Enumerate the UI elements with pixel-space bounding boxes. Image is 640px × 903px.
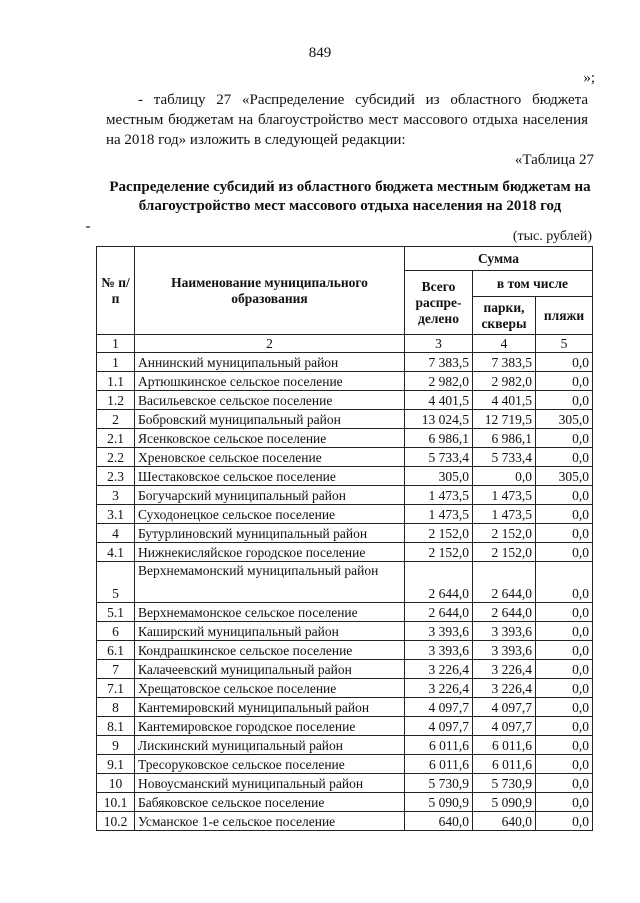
beaches-amount: 0,0 [536, 372, 593, 391]
table-row [97, 793, 593, 812]
parks-amount: 2 644,0 [473, 562, 536, 603]
total-distributed: 6 011,6 [405, 736, 473, 755]
beaches-amount: 0,0 [536, 698, 593, 717]
total-distributed: 5 730,9 [405, 774, 473, 793]
municipality-name: Аннинский муниципальный район [135, 353, 405, 372]
column-number: 4 [473, 335, 536, 353]
municipality-name: Ясенковское сельское поселение [135, 429, 405, 448]
beaches-amount: 0,0 [536, 622, 593, 641]
parks-amount: 2 644,0 [473, 603, 536, 622]
table-row [97, 660, 593, 679]
total-distributed: 2 982,0 [405, 372, 473, 391]
total-distributed: 1 473,5 [405, 486, 473, 505]
header-name: Наименование муниципального образования [135, 247, 405, 335]
beaches-amount: 0,0 [536, 679, 593, 698]
parks-amount: 4 097,7 [473, 698, 536, 717]
beaches-amount: 0,0 [536, 755, 593, 774]
beaches-amount: 0,0 [536, 486, 593, 505]
beaches-amount: 0,0 [536, 603, 593, 622]
municipality-name: Шестаковское сельское поселение [135, 467, 405, 486]
beaches-amount: 0,0 [536, 543, 593, 562]
parks-amount: 2 152,0 [473, 543, 536, 562]
beaches-amount: 0,0 [536, 353, 593, 372]
municipality-name: Бабяковское сельское поселение [135, 793, 405, 812]
header-sum: Сумма [405, 247, 593, 271]
table-row [97, 812, 593, 831]
column-number: 5 [536, 335, 593, 353]
total-distributed: 4 401,5 [405, 391, 473, 410]
parks-amount: 6 011,6 [473, 755, 536, 774]
municipality-name: Васильевское сельское поселение [135, 391, 405, 410]
intro-paragraph: - таблицу 27 «Распределение субсидий из областного бюджета местным бюджетам на благоустройство мест массового отдыха населения на 2018 год» изложить в следующей редакции: [106, 92, 588, 148]
header-total: Всего распре-делено [405, 271, 473, 335]
table-row [97, 372, 593, 391]
table-row [97, 698, 593, 717]
header-parks: парки, скверы [473, 297, 536, 335]
municipality-name: Верхнемамонский муниципальный район [135, 562, 405, 603]
table-title: Распределение субсидий из областного бюджета местным бюджетам на благоустройство мест массового отдыха населения на 2018 год [109, 179, 591, 214]
municipality-name: Хрещатовское сельское поселение [135, 679, 405, 698]
parks-amount: 3 393,6 [473, 641, 536, 660]
row-number: 1.2 [97, 391, 135, 410]
header-beaches: пляжи [536, 297, 593, 335]
parks-amount: 5 733,4 [473, 448, 536, 467]
table-row [97, 486, 593, 505]
total-distributed: 3 393,6 [405, 641, 473, 660]
parks-amount: 6 011,6 [473, 736, 536, 755]
total-distributed: 3 226,4 [405, 660, 473, 679]
parks-amount: 640,0 [473, 812, 536, 831]
units-label: (тыс. рублей) [512, 229, 592, 244]
table-row [97, 562, 593, 603]
row-number: 8.1 [97, 717, 135, 736]
parks-amount: 3 226,4 [473, 660, 536, 679]
beaches-amount: 0,0 [536, 391, 593, 410]
parks-amount: 3 393,6 [473, 622, 536, 641]
table-row [97, 622, 593, 641]
parks-amount: 6 986,1 [473, 429, 536, 448]
table-row [97, 543, 593, 562]
municipality-name: Лискинский муниципальный район [135, 736, 405, 755]
total-distributed: 2 152,0 [405, 524, 473, 543]
row-number: 2 [97, 410, 135, 429]
row-number: 2.3 [97, 467, 135, 486]
municipality-name: Тресоруковское сельское поселение [135, 755, 405, 774]
total-distributed: 13 024,5 [405, 410, 473, 429]
total-distributed: 7 383,5 [405, 353, 473, 372]
parks-amount: 7 383,5 [473, 353, 536, 372]
beaches-amount: 0,0 [536, 736, 593, 755]
table-row [97, 410, 593, 429]
subsidy-table [96, 246, 593, 831]
row-number: 2.1 [97, 429, 135, 448]
row-number: 10.1 [97, 793, 135, 812]
header-including: в том числе [473, 271, 593, 297]
row-number: 4.1 [97, 543, 135, 562]
row-number: 2.2 [97, 448, 135, 467]
total-distributed: 2 152,0 [405, 543, 473, 562]
municipality-name: Калачеевский муниципальный район [135, 660, 405, 679]
row-number: 6 [97, 622, 135, 641]
table-row [97, 717, 593, 736]
row-number: 5.1 [97, 603, 135, 622]
beaches-amount: 0,0 [536, 717, 593, 736]
municipality-name: Каширский муниципальный район [135, 622, 405, 641]
scan-artifact [86, 226, 90, 228]
beaches-amount: 0,0 [536, 812, 593, 831]
parks-amount: 3 226,4 [473, 679, 536, 698]
row-number: 7.1 [97, 679, 135, 698]
total-distributed: 305,0 [405, 467, 473, 486]
page-number: 849 [308, 45, 332, 61]
row-number: 3.1 [97, 505, 135, 524]
row-number: 4 [97, 524, 135, 543]
municipality-name: Кантемировское городское поселение [135, 717, 405, 736]
parks-amount: 4 401,5 [473, 391, 536, 410]
total-distributed: 4 097,7 [405, 698, 473, 717]
row-number: 5 [97, 562, 135, 603]
table-row [97, 429, 593, 448]
total-distributed: 4 097,7 [405, 717, 473, 736]
table-row [97, 603, 593, 622]
municipality-name: Бутурлиновский муниципальный район [135, 524, 405, 543]
row-number: 10.2 [97, 812, 135, 831]
column-number: 3 [405, 335, 473, 353]
beaches-amount: 0,0 [536, 448, 593, 467]
parks-amount: 5 090,9 [473, 793, 536, 812]
column-number-row [97, 335, 593, 353]
parks-amount: 1 473,5 [473, 505, 536, 524]
table-row [97, 736, 593, 755]
beaches-amount: 0,0 [536, 660, 593, 679]
municipality-name: Верхнемамонское сельское поселение [135, 603, 405, 622]
beaches-amount: 305,0 [536, 467, 593, 486]
total-distributed: 6 986,1 [405, 429, 473, 448]
municipality-name: Бобровский муниципальный район [135, 410, 405, 429]
row-number: 6.1 [97, 641, 135, 660]
table-row [97, 524, 593, 543]
row-number: 7 [97, 660, 135, 679]
row-number: 9 [97, 736, 135, 755]
total-distributed: 5 733,4 [405, 448, 473, 467]
closing-quote: »; [583, 70, 595, 86]
beaches-amount: 305,0 [536, 410, 593, 429]
parks-amount: 2 152,0 [473, 524, 536, 543]
table-row [97, 448, 593, 467]
parks-amount: 2 982,0 [473, 372, 536, 391]
municipality-name: Суходонецкое сельское поселение [135, 505, 405, 524]
total-distributed: 3 226,4 [405, 679, 473, 698]
row-number: 3 [97, 486, 135, 505]
table-row [97, 679, 593, 698]
row-number: 10 [97, 774, 135, 793]
table-row [97, 505, 593, 524]
total-distributed: 2 644,0 [405, 562, 473, 603]
beaches-amount: 0,0 [536, 524, 593, 543]
municipality-name: Хреновское сельское поселение [135, 448, 405, 467]
beaches-amount: 0,0 [536, 505, 593, 524]
row-number: 1.1 [97, 372, 135, 391]
municipality-name: Артюшкинское сельское поселение [135, 372, 405, 391]
parks-amount: 1 473,5 [473, 486, 536, 505]
beaches-amount: 0,0 [536, 429, 593, 448]
total-distributed: 6 011,6 [405, 755, 473, 774]
total-distributed: 640,0 [405, 812, 473, 831]
beaches-amount: 0,0 [536, 562, 593, 603]
parks-amount: 4 097,7 [473, 717, 536, 736]
municipality-name: Нижнекисляйское городское поселение [135, 543, 405, 562]
row-number: 9.1 [97, 755, 135, 774]
column-number: 2 [135, 335, 405, 353]
total-distributed: 3 393,6 [405, 622, 473, 641]
municipality-name: Кантемировский муниципальный район [135, 698, 405, 717]
municipality-name: Кондрашкинское сельское поселение [135, 641, 405, 660]
municipality-name: Богучарский муниципальный район [135, 486, 405, 505]
municipality-name: Новоусманский муниципальный район [135, 774, 405, 793]
total-distributed: 2 644,0 [405, 603, 473, 622]
row-number: 8 [97, 698, 135, 717]
table-row [97, 755, 593, 774]
beaches-amount: 0,0 [536, 641, 593, 660]
parks-amount: 5 730,9 [473, 774, 536, 793]
table-row [97, 774, 593, 793]
table-row [97, 641, 593, 660]
table-reference: «Таблица 27 [514, 152, 594, 168]
parks-amount: 12 719,5 [473, 410, 536, 429]
table-row [97, 353, 593, 372]
parks-amount: 0,0 [473, 467, 536, 486]
table-row [97, 391, 593, 410]
column-number: 1 [97, 335, 135, 353]
beaches-amount: 0,0 [536, 793, 593, 812]
beaches-amount: 0,0 [536, 774, 593, 793]
header-no: № п/п [97, 247, 135, 335]
row-number: 1 [97, 353, 135, 372]
total-distributed: 1 473,5 [405, 505, 473, 524]
municipality-name: Усманское 1-е сельское поселение [135, 812, 405, 831]
table-row [97, 467, 593, 486]
total-distributed: 5 090,9 [405, 793, 473, 812]
